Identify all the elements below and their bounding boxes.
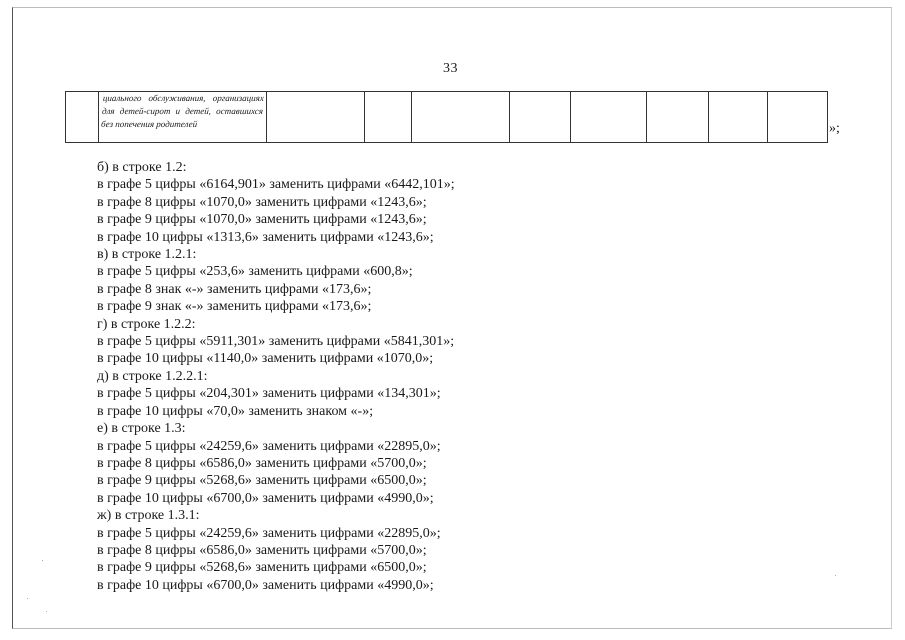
amendment-line: в графе 5 цифры «253,6» заменить цифрами «600,8»; [97,264,413,280]
amendment-line: в графе 10 цифры «1313,6» заменить цифрами «1243,6»; [97,229,434,245]
amendment-line: в графе 9 цифры «1070,0» заменить цифрами «1243,6»; [97,212,427,228]
amendment-line: в графе 8 цифры «6586,0» заменить цифрами «5700,0»; [97,455,427,471]
amendment-line: в графе 5 цифры «5911,301» заменить цифрами «5841,301»; [97,334,455,350]
amendment-line: е) в строке 1.3: [97,421,186,437]
amendment-line: д) в строке 1.2.2.1: [97,368,208,384]
amendment-line: в графе 10 цифры «70,0» заменить знаком «-»; [97,403,374,419]
table-cell [647,92,709,143]
amendment-line: в графе 9 знак «-» заменить цифрами «173,6»; [97,299,372,315]
amendment-line: в графе 5 цифры «24259,6» заменить цифрами «22895,0»; [97,438,441,454]
amendment-line: в графе 8 цифры «1070,0» заменить цифрами «1243,6»; [97,194,427,210]
table-cell [709,92,768,143]
amendments-list [97,159,455,594]
amendment-line: в графе 8 знак «-» заменить цифрами «173,6»; [97,281,372,297]
amendment-line: в) в строке 1.2.1: [97,247,197,263]
amendment-line: в графе 10 цифры «6700,0» заменить цифрами «4990,0»; [97,577,434,593]
amendment-line: г) в строке 1.2.2: [97,316,196,332]
amendment-line: в графе 5 цифры «6164,901» заменить цифрами «6442,101»; [97,177,455,193]
table-cell [365,92,412,143]
amendment-line: в графе 5 цифры «24259,6» заменить цифрами «22895,0»; [97,525,441,541]
table-cell-description-text: циального обслуживания, организациях для детей-сирот и детей, оставшихся без попечения родителей [100,93,265,129]
table-closing-quote: »; [829,121,840,136]
amendment-line: в графе 10 цифры «1140,0» заменить цифрами «1070,0»; [97,351,434,367]
table-row [66,92,828,143]
table-cell [510,92,571,143]
table-cell [267,92,365,143]
table-cell-description [99,92,267,143]
scan-speck [835,575,836,576]
amendment-line: в графе 8 цифры «6586,0» заменить цифрами «5700,0»; [97,542,427,558]
amendment-line: ж) в строке 1.3.1: [97,508,200,524]
amendment-line: в графе 10 цифры «6700,0» заменить цифрами «4990,0»; [97,490,434,506]
table-fragment [65,91,828,143]
scan-speck [42,560,43,561]
amendment-line: в графе 9 цифры «5268,6» заменить цифрами «6500,0»; [97,560,427,576]
table-cell [571,92,647,143]
page-number: 33 [443,61,458,76]
amendment-line: б) в строке 1.2: [97,160,187,175]
scan-speck [46,611,47,612]
scan-speck [27,598,28,599]
amendment-line: в графе 5 цифры «204,301» заменить цифрами «134,301»; [97,386,441,402]
amendment-line: в графе 9 цифры «5268,6» заменить цифрами «6500,0»; [97,473,427,489]
table-cell [768,92,828,143]
table-cell-number [66,92,99,143]
table-cell [412,92,510,143]
